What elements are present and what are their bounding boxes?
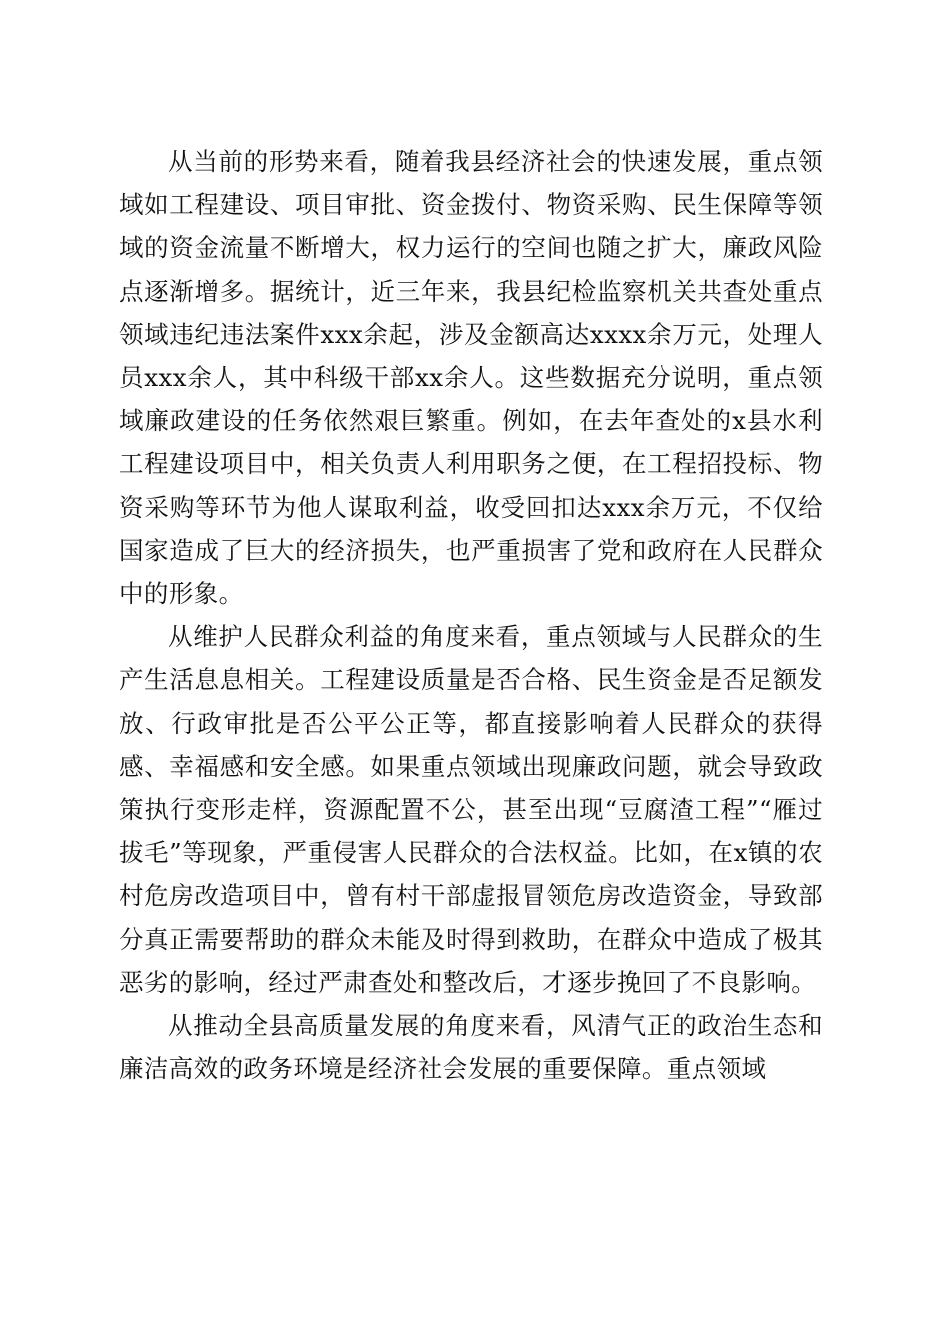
paragraph-development: 从推动全县高质量发展的角度来看，风清气正的政治生态和廉洁高效的政务环境是经济社会发展的重要保障。重点领域: [119, 1011, 823, 1084]
paragraph-situation: 从当前的形势来看，随着我县经济社会的快速发展，重点领域如工程建设、项目审批、资金拨付、物资采购、民生保障等领域的资金流量不断增大，权力运行的空间也随之扩大，廉政风险点逐渐增多。据统计，近三年来，我县纪检监察机关共查处重点领域违纪违法案件xxx余起，涉及金额高达xxxx余万元，处理人员xxx余人，其中科级干部xx余人。这些数据充分说明，重点领域廉政建设的任务依然艰巨繁重。例如，在去年查处的x县水利工程建设项目中，相关负责人利用职务之便，在工程招投标、物资采购等环节为他人谋取利益，收受回扣达xxx余万元，不仅给国家造成了巨大的经济损失，也严重损害了党和政府在人民群众中的形象。: [119, 147, 823, 609]
paragraph-people-interests: 从维护人民群众利益的角度来看，重点领域与人民群众的生产生活息息相关。工程建设质量是否合格、民生资金是否足额发放、行政审批是否公平公正等，都直接影响着人民群众的获得感、幸福感和安全感。如果重点领域出现廉政问题，就会导致政策执行变形走样，资源配置不公，甚至出现“豆腐渣工程”“雁过拔毛”等现象，严重侵害人民群众的合法权益。比如，在x镇的农村危房改造项目中，曾有村干部虚报冒领危房改造资金，导致部分真正需要帮助的群众未能及时得到救助，在群众中造成了极其恶劣的影响，经过严肃查处和整改后，才逐步挽回了不良影响。: [119, 622, 823, 997]
document-body: [119, 140, 823, 1090]
